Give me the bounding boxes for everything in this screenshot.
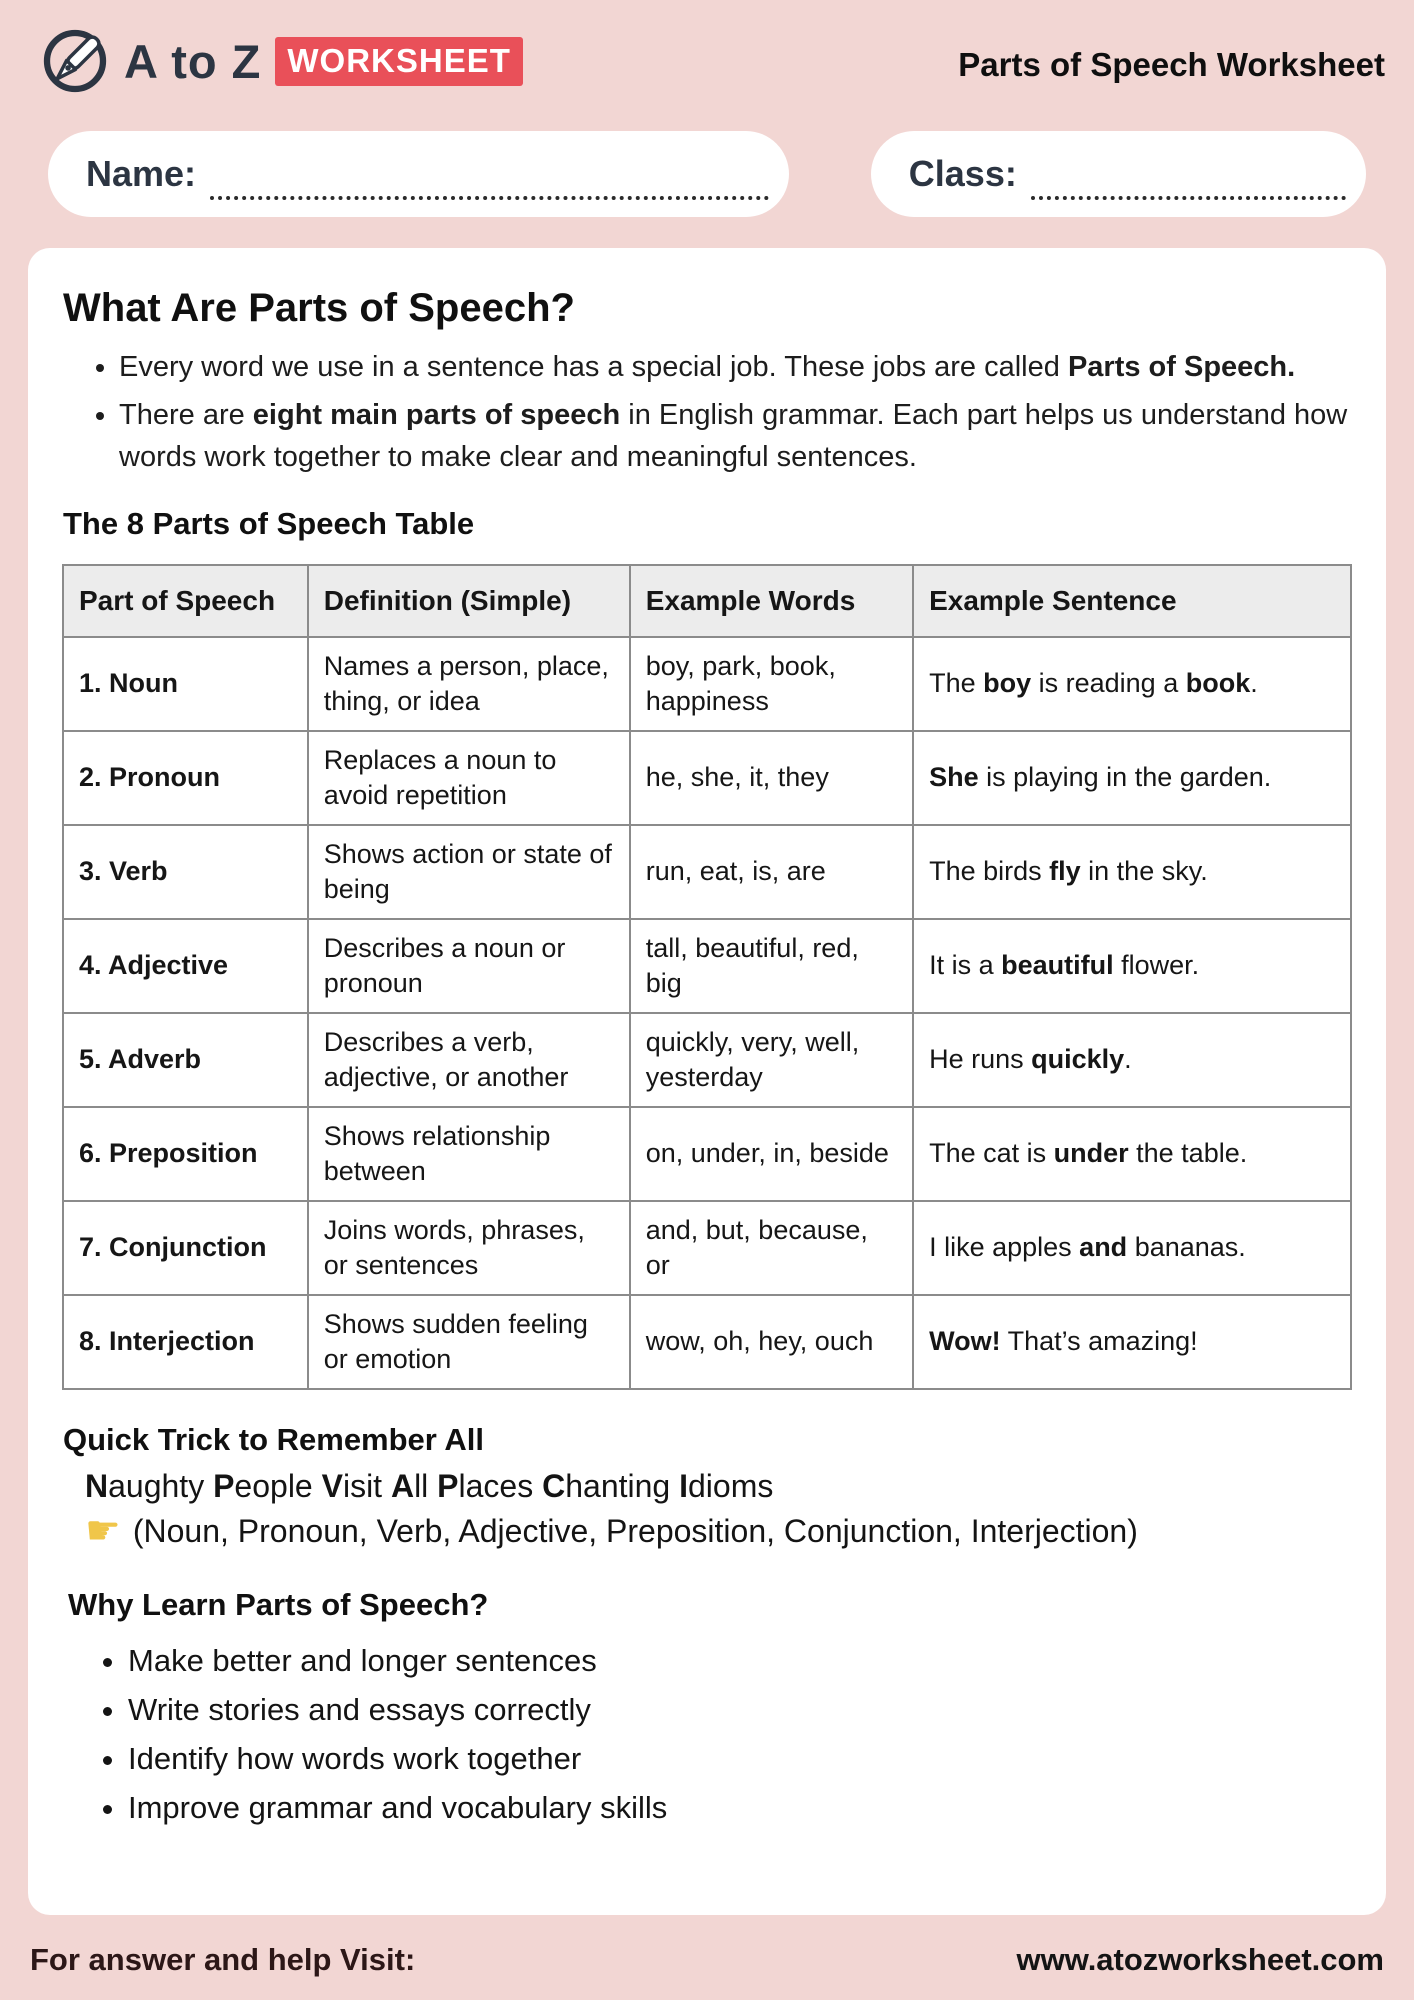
pen-circle-logo-icon [40,26,110,96]
cell-part-of-speech: 5. Adverb [63,1013,308,1107]
class-field[interactable] [871,131,1366,217]
why-bullet: • Make better and longer sentences [128,1637,1352,1686]
intro-bullet: • There are eight main parts of speech in English grammar. Each part helps us understand how words work together to make clear and meaningful sentences. [119,395,1352,479]
column-header: Example Sentence [913,565,1351,637]
header [40,26,1385,96]
brand-name: A to Z [124,34,262,88]
intro-heading: What Are Parts of Speech? [63,286,575,330]
cell-definition: Describes a verb, adjective, or another [308,1013,630,1107]
table-heading: The 8 Parts of Speech Table [63,506,475,542]
cell-example-words: run, eat, is, are [630,825,913,919]
cell-example-words: he, she, it, they [630,731,913,825]
why-bullet-list [62,1637,1352,1833]
cell-part-of-speech: 4. Adjective [63,919,308,1013]
footer-help-text: For answer and help Visit: [30,1942,416,1977]
parts-of-speech-table [62,564,1352,1390]
cell-definition: Describes a noun or pronoun [308,919,630,1013]
name-label: Name: [86,153,197,194]
trick-heading: Quick Trick to Remember All [63,1422,484,1458]
mnemonic-expansion-text: (Noun, Pronoun, Verb, Adjective, Preposition, Conjunction, Interjection) [132,1512,1138,1549]
cell-example-sentence: It is a beautiful flower. [913,919,1351,1013]
cell-example-words: wow, oh, hey, ouch [630,1295,913,1389]
cell-part-of-speech: 1. Noun [63,637,308,731]
brand-logo [40,26,523,96]
table-row [63,1201,1351,1295]
table-row [63,731,1351,825]
cell-example-sentence: The cat is under the table. [913,1107,1351,1201]
cell-example-sentence: She is playing in the garden. [913,731,1351,825]
cell-example-words: quickly, very, well, yesterday [630,1013,913,1107]
brand-badge: WORKSHEET [275,37,523,86]
cell-part-of-speech: 7. Conjunction [63,1201,308,1295]
cell-part-of-speech: 8. Interjection [63,1295,308,1389]
column-header: Example Words [630,565,913,637]
cell-definition: Shows relationship between [308,1107,630,1201]
cell-example-sentence: The boy is reading a book. [913,637,1351,731]
mnemonic-line: Naughty People Visit All Places Chanting Idioms [85,1468,774,1505]
table-row [63,919,1351,1013]
table-row [63,1295,1351,1389]
intro-bullet-list [62,347,1352,478]
cell-example-sentence: I like apples and bananas. [913,1201,1351,1295]
cell-example-sentence: He runs quickly. [913,1013,1351,1107]
intro-bullet: • Every word we use in a sentence has a special job. These jobs are called Parts of Speech. [119,347,1352,389]
table-row [63,825,1351,919]
page-title: Parts of Speech Worksheet [958,46,1385,83]
table-row [63,1013,1351,1107]
why-bullet: • Identify how words work together [128,1735,1352,1784]
cell-example-words: boy, park, book, happiness [630,637,913,731]
student-fields [48,131,1366,217]
table-header-row [63,565,1351,637]
footer [30,1942,1384,1978]
cell-part-of-speech: 2. Pronoun [63,731,308,825]
why-bullet: • Improve grammar and vocabulary skills [128,1784,1352,1833]
name-input-line[interactable] [210,168,769,200]
worksheet-card [28,248,1386,1915]
cell-definition: Joins words, phrases, or sentences [308,1201,630,1295]
mnemonic-expansion-row [85,1509,1352,1554]
cell-example-words: and, but, because, or [630,1201,913,1295]
column-header: Definition (Simple) [308,565,630,637]
cell-example-words: on, under, in, beside [630,1107,913,1201]
why-heading: Why Learn Parts of Speech? [68,1587,489,1623]
table-body [63,637,1351,1389]
table-row [63,1107,1351,1201]
pointing-hand-icon: ☛ [85,1509,121,1554]
why-bullet: • Write stories and essays correctly [128,1686,1352,1735]
cell-example-sentence: Wow! That’s amazing! [913,1295,1351,1389]
cell-part-of-speech: 3. Verb [63,825,308,919]
footer-website-link[interactable]: www.atozworksheet.com [1016,1942,1384,1977]
cell-part-of-speech: 6. Preposition [63,1107,308,1201]
cell-definition: Shows sudden feeling or emotion [308,1295,630,1389]
cell-definition: Replaces a noun to avoid repetition [308,731,630,825]
class-label: Class: [908,153,1017,194]
cell-example-sentence: The birds fly in the sky. [913,825,1351,919]
cell-definition: Shows action or state of being [308,825,630,919]
cell-definition: Names a person, place, thing, or idea [308,637,630,731]
name-field[interactable] [48,131,789,217]
class-input-line[interactable] [1031,168,1346,200]
column-header: Part of Speech [63,565,308,637]
cell-example-words: tall, beautiful, red, big [630,919,913,1013]
table-row [63,637,1351,731]
